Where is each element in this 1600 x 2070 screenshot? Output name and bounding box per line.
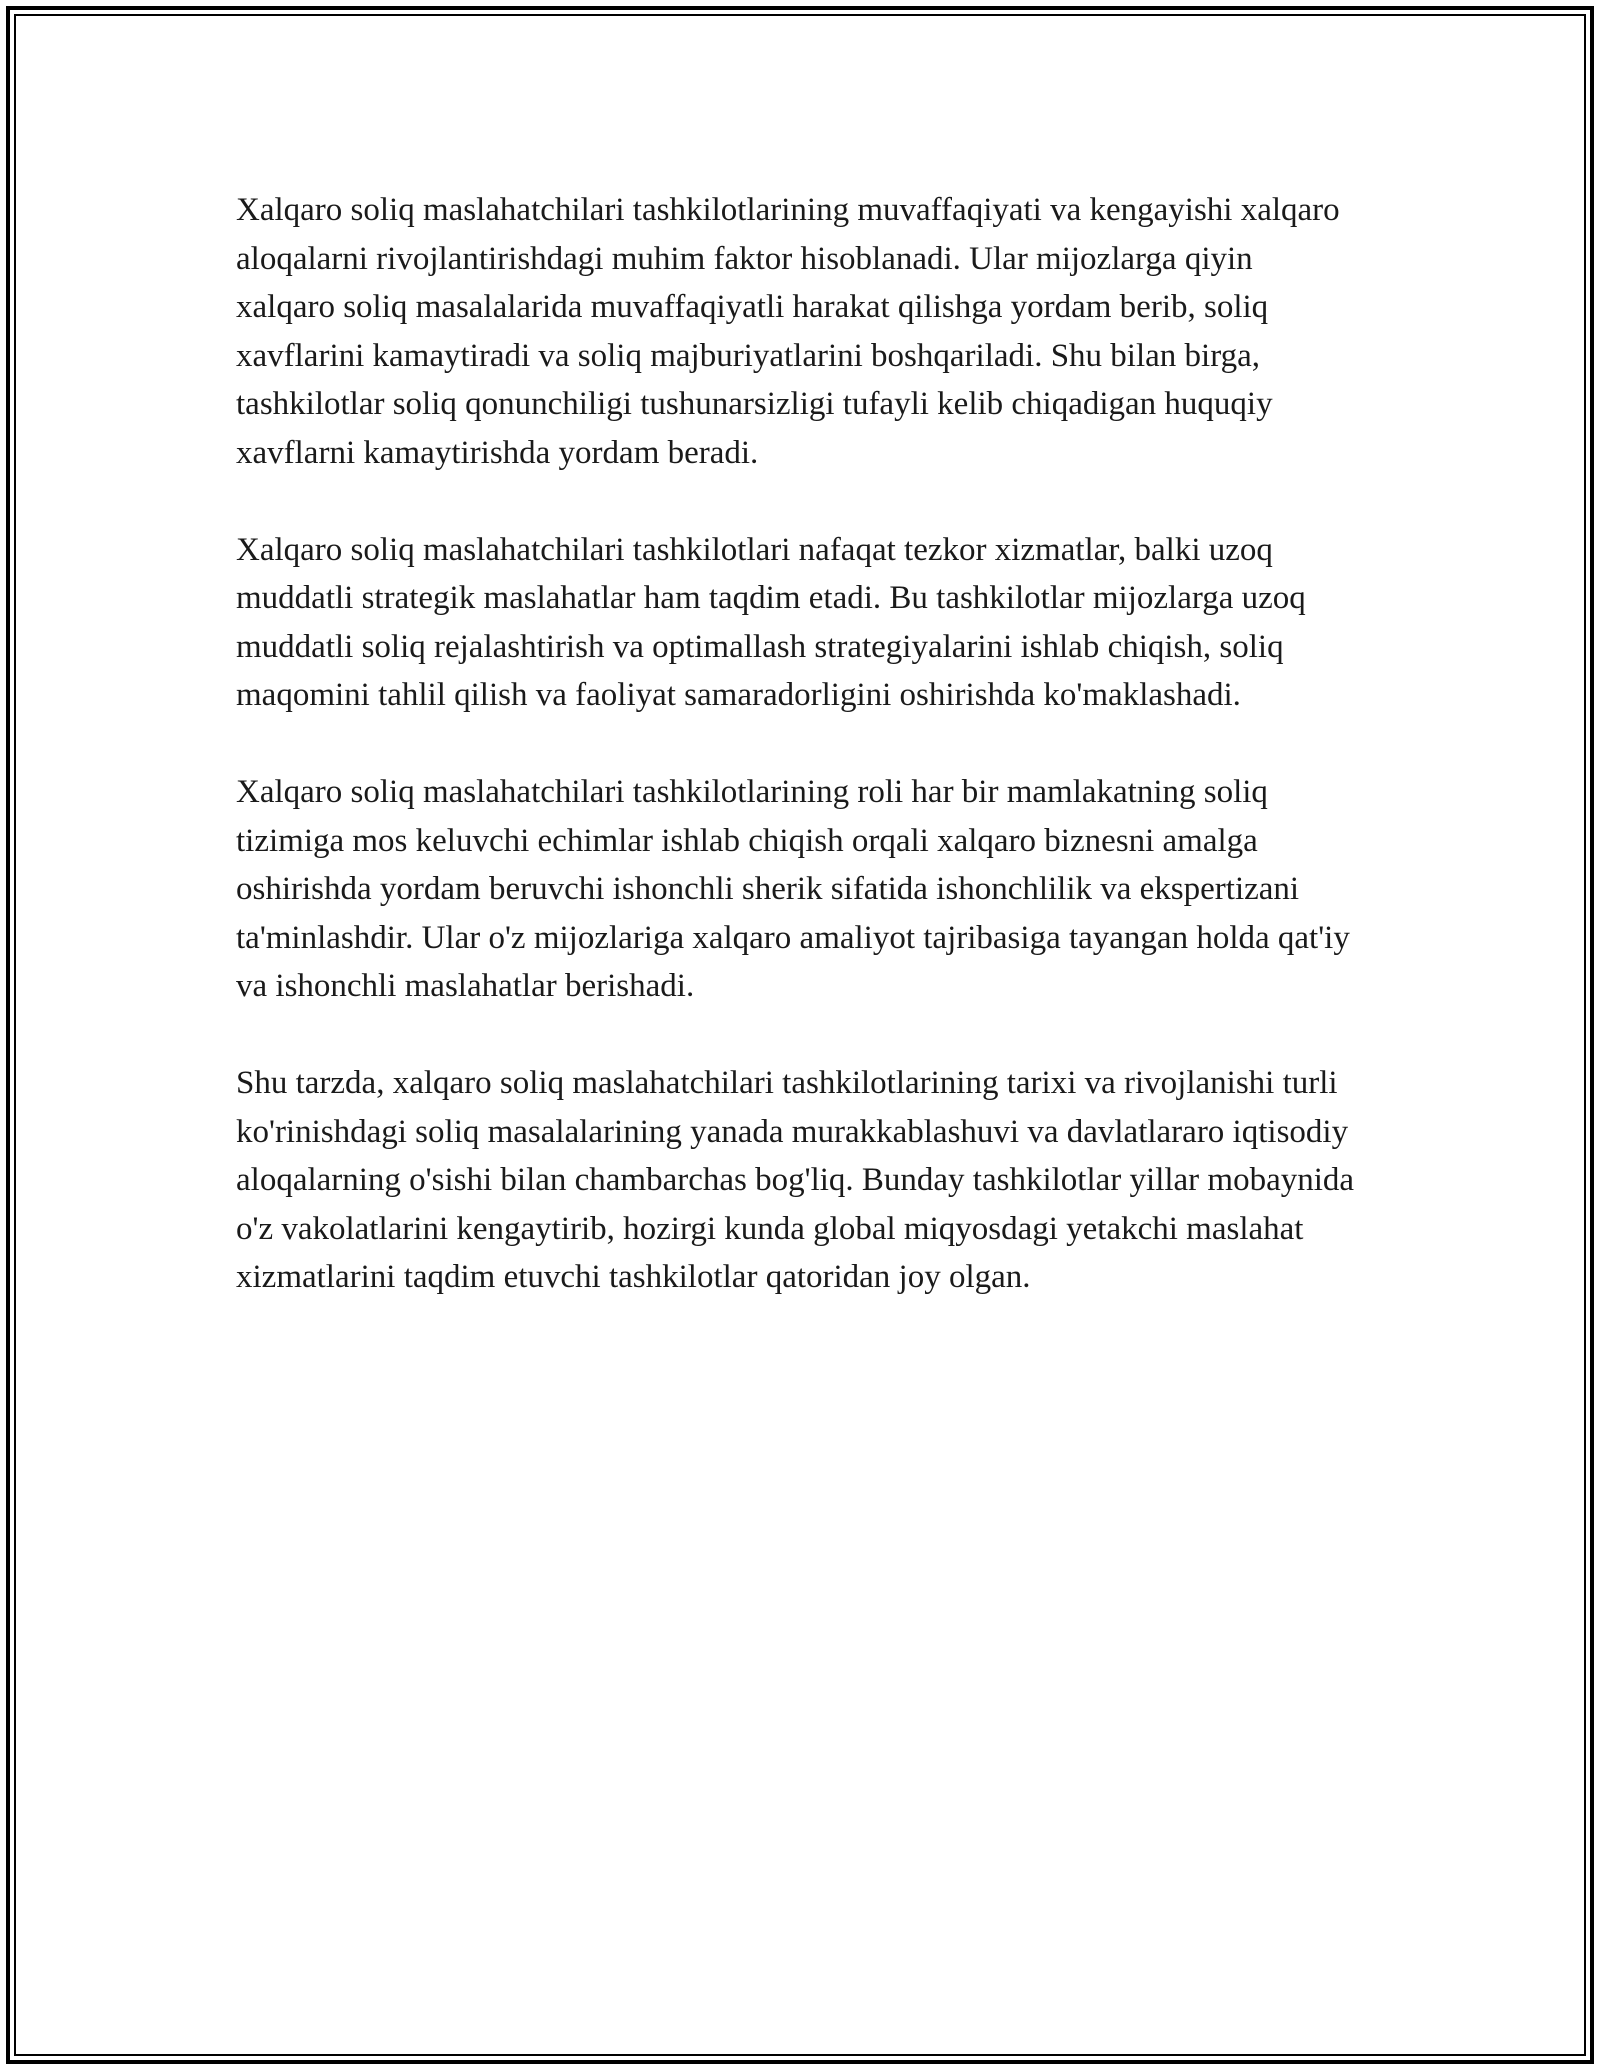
paragraph-2: Xalqaro soliq maslahatchilari tashkilotlari nafaqat tezkor xizmatlar, balki uzoq muddatli strategik maslahatlar ham taqdim etadi. Bu tashkilotlar mijozlarga uzoq muddatli soliq rejalashtirish va optimallash strategiyalarini ishlab chiqish, soliq maqomini tahlil qilish va faoliyat samaradorligini oshirishda ko'maklashadi.: [236, 531, 1306, 713]
paragraph-4: Shu tarzda, xalqaro soliq maslahatchilari tashkilotlarining tarixi va rivojlanishi turli ko'rinishdagi soliq masalalarining yanada murakkablashuvi va davlatlararo iqtisodiy aloqalarning o'sishi bilan chambarchas bog'liq. Bunday tashkilotlar yillar mobaynida o'z vakolatlarini kengaytirib, hozirgi kunda global miqyosdagi yetakchi maslahat xizmatlarini taqdim etuvchi tashkilotlar qatoridan joy olgan.: [236, 1065, 1355, 1295]
paragraph-3: Xalqaro soliq maslahatchilari tashkilotlarining roli har bir mamlakatning soliq tizimiga mos keluvchi echimlar ishlab chiqish orqali xalqaro biznesni amalga oshirishda yordam beruvchi ishonchli sherik sifatida ishonchlilik va ekspertizani ta'minlashdir. Ular o'z mijozlariga xalqaro amaliyot tajribasiga tayangan holda qat'iy va ishonchli maslahatlar berishadi.: [236, 774, 1350, 1004]
document-body: [236, 186, 1356, 1350]
paragraph-1: Xalqaro soliq maslahatchilari tashkilotlarining muvaffaqiyati va kengayishi xalqaro aloqalarni rivojlantirishdagi muhim faktor hisoblanadi. Ular mijozlarga qiyin xalqaro soliq masalalarida muvaffaqiyatli harakat qilishga yordam berib, soliq xavflarini kamaytiradi va soliq majburiyatlarini boshqariladi. Shu bilan birga, tashkilotlar soliq qonunchiligi tushunarsizligi tufayli kelib chiqadigan huquqiy xavflarni kamaytirishda yordam beradi.: [236, 192, 1340, 471]
